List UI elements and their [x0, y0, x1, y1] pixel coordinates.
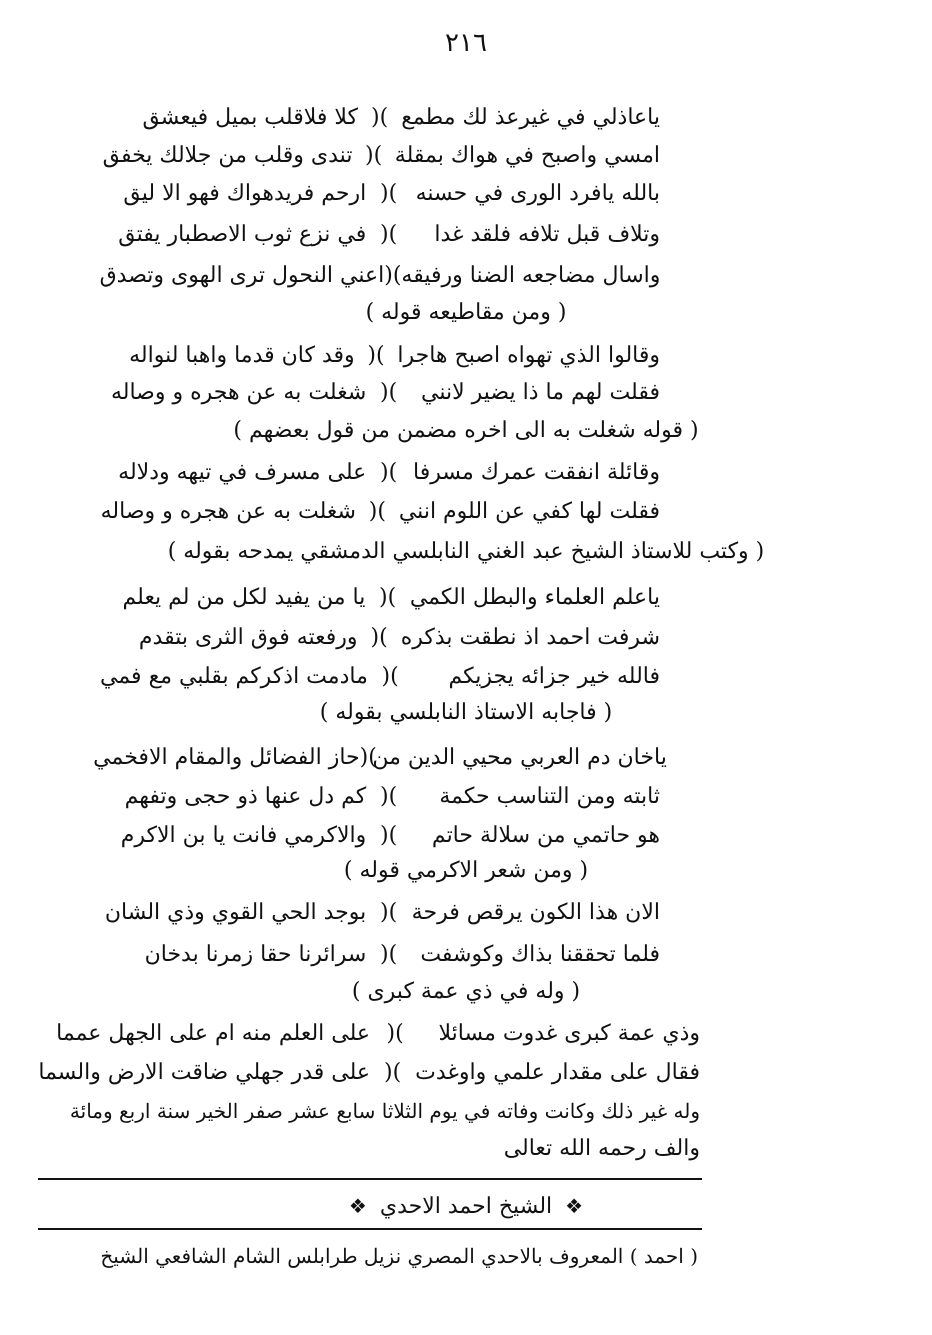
- page-number: ٢١٦: [445, 28, 487, 58]
- verse-row: [100, 578, 660, 616]
- verse-row: [100, 174, 660, 212]
- hemistich-second: على قدر جهلي ضاقت الارض والسما: [38, 1059, 370, 1085]
- verse-row: [100, 492, 660, 530]
- verse-row: [100, 215, 660, 253]
- hemistich-second: في نزع ثوب الاصطبار يفتق: [118, 221, 367, 247]
- hemistich-first: ياخان دم العربي محيي الدين من: [372, 744, 667, 770]
- hemistich-first: فقال على مقدار علمي واوغدت: [415, 1059, 700, 1085]
- ornament-icon: ❖: [565, 1194, 584, 1218]
- hemistich-first: فقلت لهم ما ذا يضير لانني: [420, 379, 660, 405]
- verse-row: [100, 777, 660, 815]
- hemistich-first: امسي واصبح في هواك بمقلة: [394, 142, 660, 168]
- verse-separator: )(: [380, 822, 398, 848]
- hemistich-second: شغلت به عن هجره و وصاله: [100, 498, 356, 524]
- verse-row: [38, 1053, 700, 1091]
- closing-text-line: وله غير ذلك وكانت وفاته في يوم الثلاثا سابع عشر صفر الخير سنة اربع ومائة: [69, 1099, 700, 1123]
- verse-separator: )(: [380, 459, 398, 485]
- verse-row: [100, 816, 660, 854]
- verse-separator: )(: [384, 262, 402, 288]
- verse-separator: )(: [379, 584, 397, 610]
- verse-separator: )(: [359, 744, 377, 770]
- hemistich-second: ورفعته فوق الثرى بتقدم: [138, 624, 358, 650]
- hemistich-first: وقائلة انفقت عمرك مسرفا: [412, 459, 660, 485]
- hemistich-second: حاز الفضائل والمقام الافخمي: [93, 744, 360, 770]
- verse-row: [100, 935, 660, 973]
- biography-title-text: الشيخ احمد الاحدي: [379, 1194, 553, 1219]
- hemistich-second: والاكرمي فانت يا بن الاكرم: [120, 822, 367, 848]
- closing-text-line: والف رحمه الله تعالى: [503, 1136, 700, 1161]
- hemistich-second: تندى وقلب من جلالك يخفق: [102, 142, 353, 168]
- hemistich-second: على مسرف في تيهه ودلاله: [118, 459, 367, 485]
- section-heading: ( ومن شعر الاكرمي قوله ): [343, 858, 589, 883]
- hemistich-second: مادمت اذكركم بقلبي مع فمي: [100, 663, 368, 689]
- hemistich-second: كم دل عنها ذو حجى وتفهم: [124, 783, 367, 809]
- hemistich-first: الان هذا الكون يرقص فرحة: [411, 899, 660, 925]
- verse-separator: )(: [380, 899, 398, 925]
- verse-separator: )(: [371, 104, 389, 130]
- section-heading: ( ومن مقاطيعه قوله ): [365, 300, 567, 325]
- hemistich-first: فالله خير جزائه يجزيكم: [448, 663, 660, 689]
- verse-row: [93, 738, 667, 776]
- verse-separator: )(: [370, 624, 388, 650]
- section-heading: ( وكتب للاستاذ الشيخ عبد الغني النابلسي الدمشقي يمدحه بقوله ): [167, 539, 765, 564]
- verse-separator: )(: [367, 342, 385, 368]
- verse-row: [100, 373, 660, 411]
- hemistich-first: وذي عمة كبرى غدوت مسائلا: [438, 1020, 700, 1046]
- verse-row: [100, 453, 660, 491]
- hemistich-second: شغلت به عن هجره و وصاله: [110, 379, 367, 405]
- verse-row: [100, 98, 660, 136]
- ornament-icon: ❖: [348, 1194, 367, 1218]
- section-heading: ( فاجابه الاستاذ النابلسي بقوله ): [319, 700, 613, 725]
- verse-row: [100, 336, 660, 374]
- verse-separator: )(: [381, 663, 399, 689]
- hemistich-first: واسال مضاجعه الضنا ورفيقه: [401, 262, 661, 288]
- section-heading: ( وله في ذي عمة كبرى ): [351, 979, 581, 1004]
- verse-separator: )(: [365, 142, 383, 168]
- hemistich-first: بالله يافرد الورى في حسنه: [415, 180, 660, 206]
- verse-separator: )(: [380, 180, 398, 206]
- hemistich-first: فقلت لها كفي عن اللوم انني: [398, 498, 660, 524]
- hemistich-second: وقد كان قدما واهبا لنواله: [129, 342, 355, 368]
- horizontal-rule: [38, 1228, 702, 1230]
- verse-separator: )(: [386, 1020, 404, 1046]
- hemistich-first: ياعلم العلماء والبطل الكمي: [409, 584, 660, 610]
- verse-row: [56, 1014, 700, 1052]
- section-heading: ( قوله شغلت به الى اخره مضمن من قول بعضهم ): [233, 418, 699, 443]
- hemistich-second: ارحم فريدهواك فهو الا ليق: [123, 180, 367, 206]
- biography-title: [0, 1186, 932, 1226]
- biography-first-line: ( احمد ) المعروف بالاحدي المصري نزيل طرابلس الشام الشافعي الشيخ: [100, 1244, 698, 1268]
- verse-row: [100, 136, 660, 174]
- hemistich-first: وقالوا الذي تهواه اصبح هاجرا: [397, 342, 660, 368]
- hemistich-first: وتلاف قبل تلافه فلقد غدا: [434, 221, 660, 247]
- hemistich-second: بوجد الحي القوي وذي الشان: [104, 899, 367, 925]
- verse-row: [100, 893, 660, 931]
- hemistich-second: كلا فلاقلب بميل فيعشق: [142, 104, 358, 130]
- hemistich-first: هو حاتمي من سلالة حاتم: [431, 822, 660, 848]
- hemistich-first: ياعاذلي في غيرعذ لك مطمع: [401, 104, 660, 130]
- verse-separator: )(: [380, 379, 398, 405]
- hemistich-second: يا من يفيد لكل من لم يعلم: [122, 584, 366, 610]
- verse-separator: )(: [380, 783, 398, 809]
- verse-row: [100, 256, 660, 294]
- hemistich-second: اعني النحول ترى الهوى وتصدق: [99, 262, 385, 288]
- hemistich-first: ثابته ومن التناسب حكمة: [439, 783, 660, 809]
- verse-separator: )(: [380, 221, 398, 247]
- verse-separator: )(: [380, 941, 398, 967]
- hemistich-second: سرائرنا حقا زمرنا بدخان: [144, 941, 367, 967]
- verse-row: [100, 618, 660, 656]
- verse-row: [100, 657, 660, 695]
- hemistich-first: شرفت احمد اذ نطقت بذكره: [400, 624, 660, 650]
- horizontal-rule: [38, 1178, 702, 1180]
- verse-separator: )(: [383, 1059, 402, 1085]
- verse-separator: )(: [368, 498, 386, 524]
- hemistich-second: على العلم منه ام على الجهل عمما: [56, 1020, 370, 1046]
- hemistich-first: فلما تحققنا بذاك وكوشفت: [420, 941, 660, 967]
